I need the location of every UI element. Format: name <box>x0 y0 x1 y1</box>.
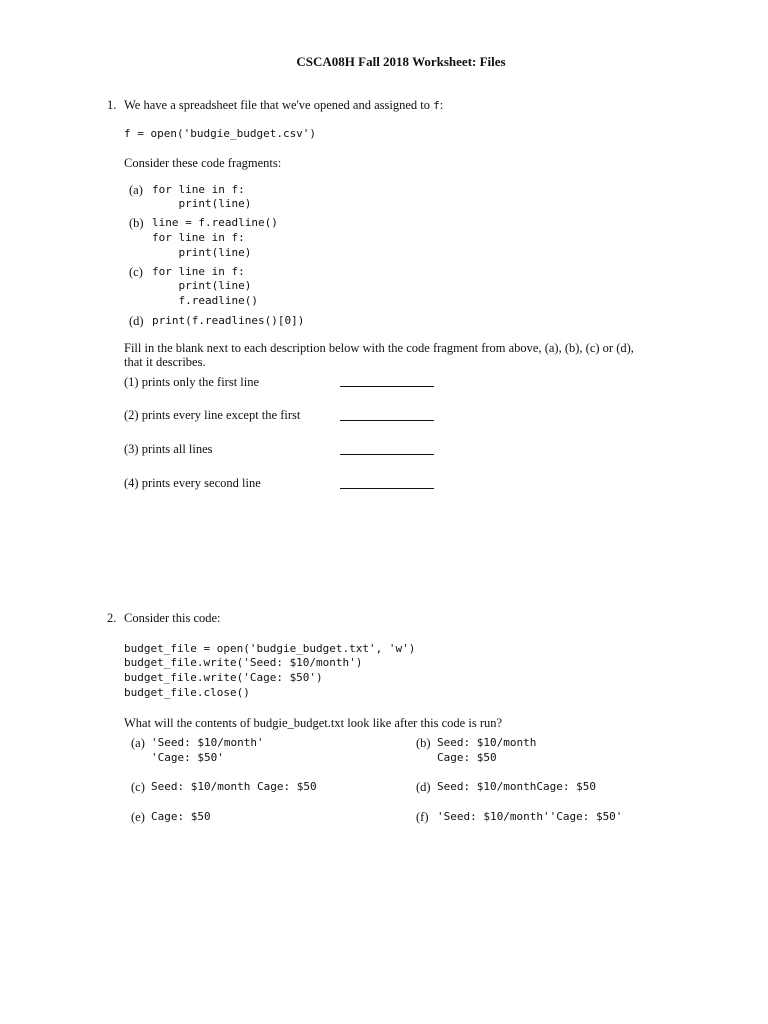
fragment-label: (c) <box>129 265 143 279</box>
fragment-code-line: print(line) <box>152 246 252 259</box>
q2-question: What will the contents of budgie_budget.txt look like after this code is run? <box>124 716 503 730</box>
answer-blank-2[interactable] <box>340 420 434 421</box>
answer-blank-1[interactable] <box>340 386 434 387</box>
fragment-code-line: line = f.readline() <box>152 216 278 229</box>
option-text: Seed: $10/month Cage: $50 <box>151 780 317 793</box>
fragment-label: (d) <box>129 314 144 328</box>
option-text: 'Cage: $50' <box>151 751 224 764</box>
answer-blank-3[interactable] <box>340 454 434 455</box>
fragment-code-line: print(line) <box>152 279 252 292</box>
q1-open-code: f = open('budgie_budget.csv') <box>124 127 317 140</box>
option-text: 'Seed: $10/month''Cage: $50' <box>437 810 623 823</box>
q1-description: (1) prints only the first line <box>124 375 260 389</box>
q2-code-line: budget_file.close() <box>124 686 250 699</box>
fragment-code-line: print(line) <box>152 197 252 210</box>
q1-intro-code: f <box>433 99 440 112</box>
fragment-code-line: f.readline() <box>152 294 258 307</box>
q1-description: (2) prints every line except the first <box>124 408 301 422</box>
page-title: CSCA08H Fall 2018 Worksheet: Files <box>296 54 506 69</box>
q2-code-line: budget_file.write('Seed: $10/month') <box>124 656 363 669</box>
q1-intro-suffix: : <box>439 98 444 112</box>
q2-intro: Consider this code: <box>124 611 221 625</box>
fragment-label: (b) <box>129 216 144 230</box>
option-text: Seed: $10/monthCage: $50 <box>437 780 596 793</box>
fragment-code-line: for line in f: <box>152 265 245 278</box>
answer-blank-4[interactable] <box>340 488 434 489</box>
option-text: Cage: $50 <box>437 751 497 764</box>
option-label: (b) <box>416 736 431 750</box>
q1-instructions-line1: Fill in the blank next to each description below with the code fragment from above, (a), (b), (c) or (d), <box>124 341 634 355</box>
fragment-code-line: for line in f: <box>152 231 245 244</box>
q2-code-line: budget_file.write('Cage: $50') <box>124 671 323 684</box>
option-label: (c) <box>131 780 145 794</box>
option-label: (d) <box>416 780 431 794</box>
q1-description: (4) prints every second line <box>124 476 261 490</box>
fragment-label: (a) <box>129 183 143 197</box>
option-label: (f) <box>416 810 429 824</box>
q1-number: 1. <box>107 98 117 112</box>
q1-intro <box>124 98 443 113</box>
q1-consider: Consider these code fragments: <box>124 156 282 170</box>
option-label: (a) <box>131 736 145 750</box>
option-text: 'Seed: $10/month' <box>151 736 264 749</box>
option-label: (e) <box>131 810 145 824</box>
q1-intro-text: We have a spreadsheet file that we've opened and assigned to <box>124 98 430 112</box>
option-text: Seed: $10/month <box>437 736 537 749</box>
q2-number: 2. <box>107 611 117 625</box>
q1-description: (3) prints all lines <box>124 442 213 456</box>
fragment-code-line: print(f.readlines()[0]) <box>152 314 305 327</box>
option-text: Cage: $50 <box>151 810 211 823</box>
fragment-code-line: for line in f: <box>152 183 245 196</box>
q2-code-line: budget_file = open('budgie_budget.txt', 'w') <box>124 642 416 655</box>
q1-instructions-line2: that it describes. <box>124 355 206 369</box>
